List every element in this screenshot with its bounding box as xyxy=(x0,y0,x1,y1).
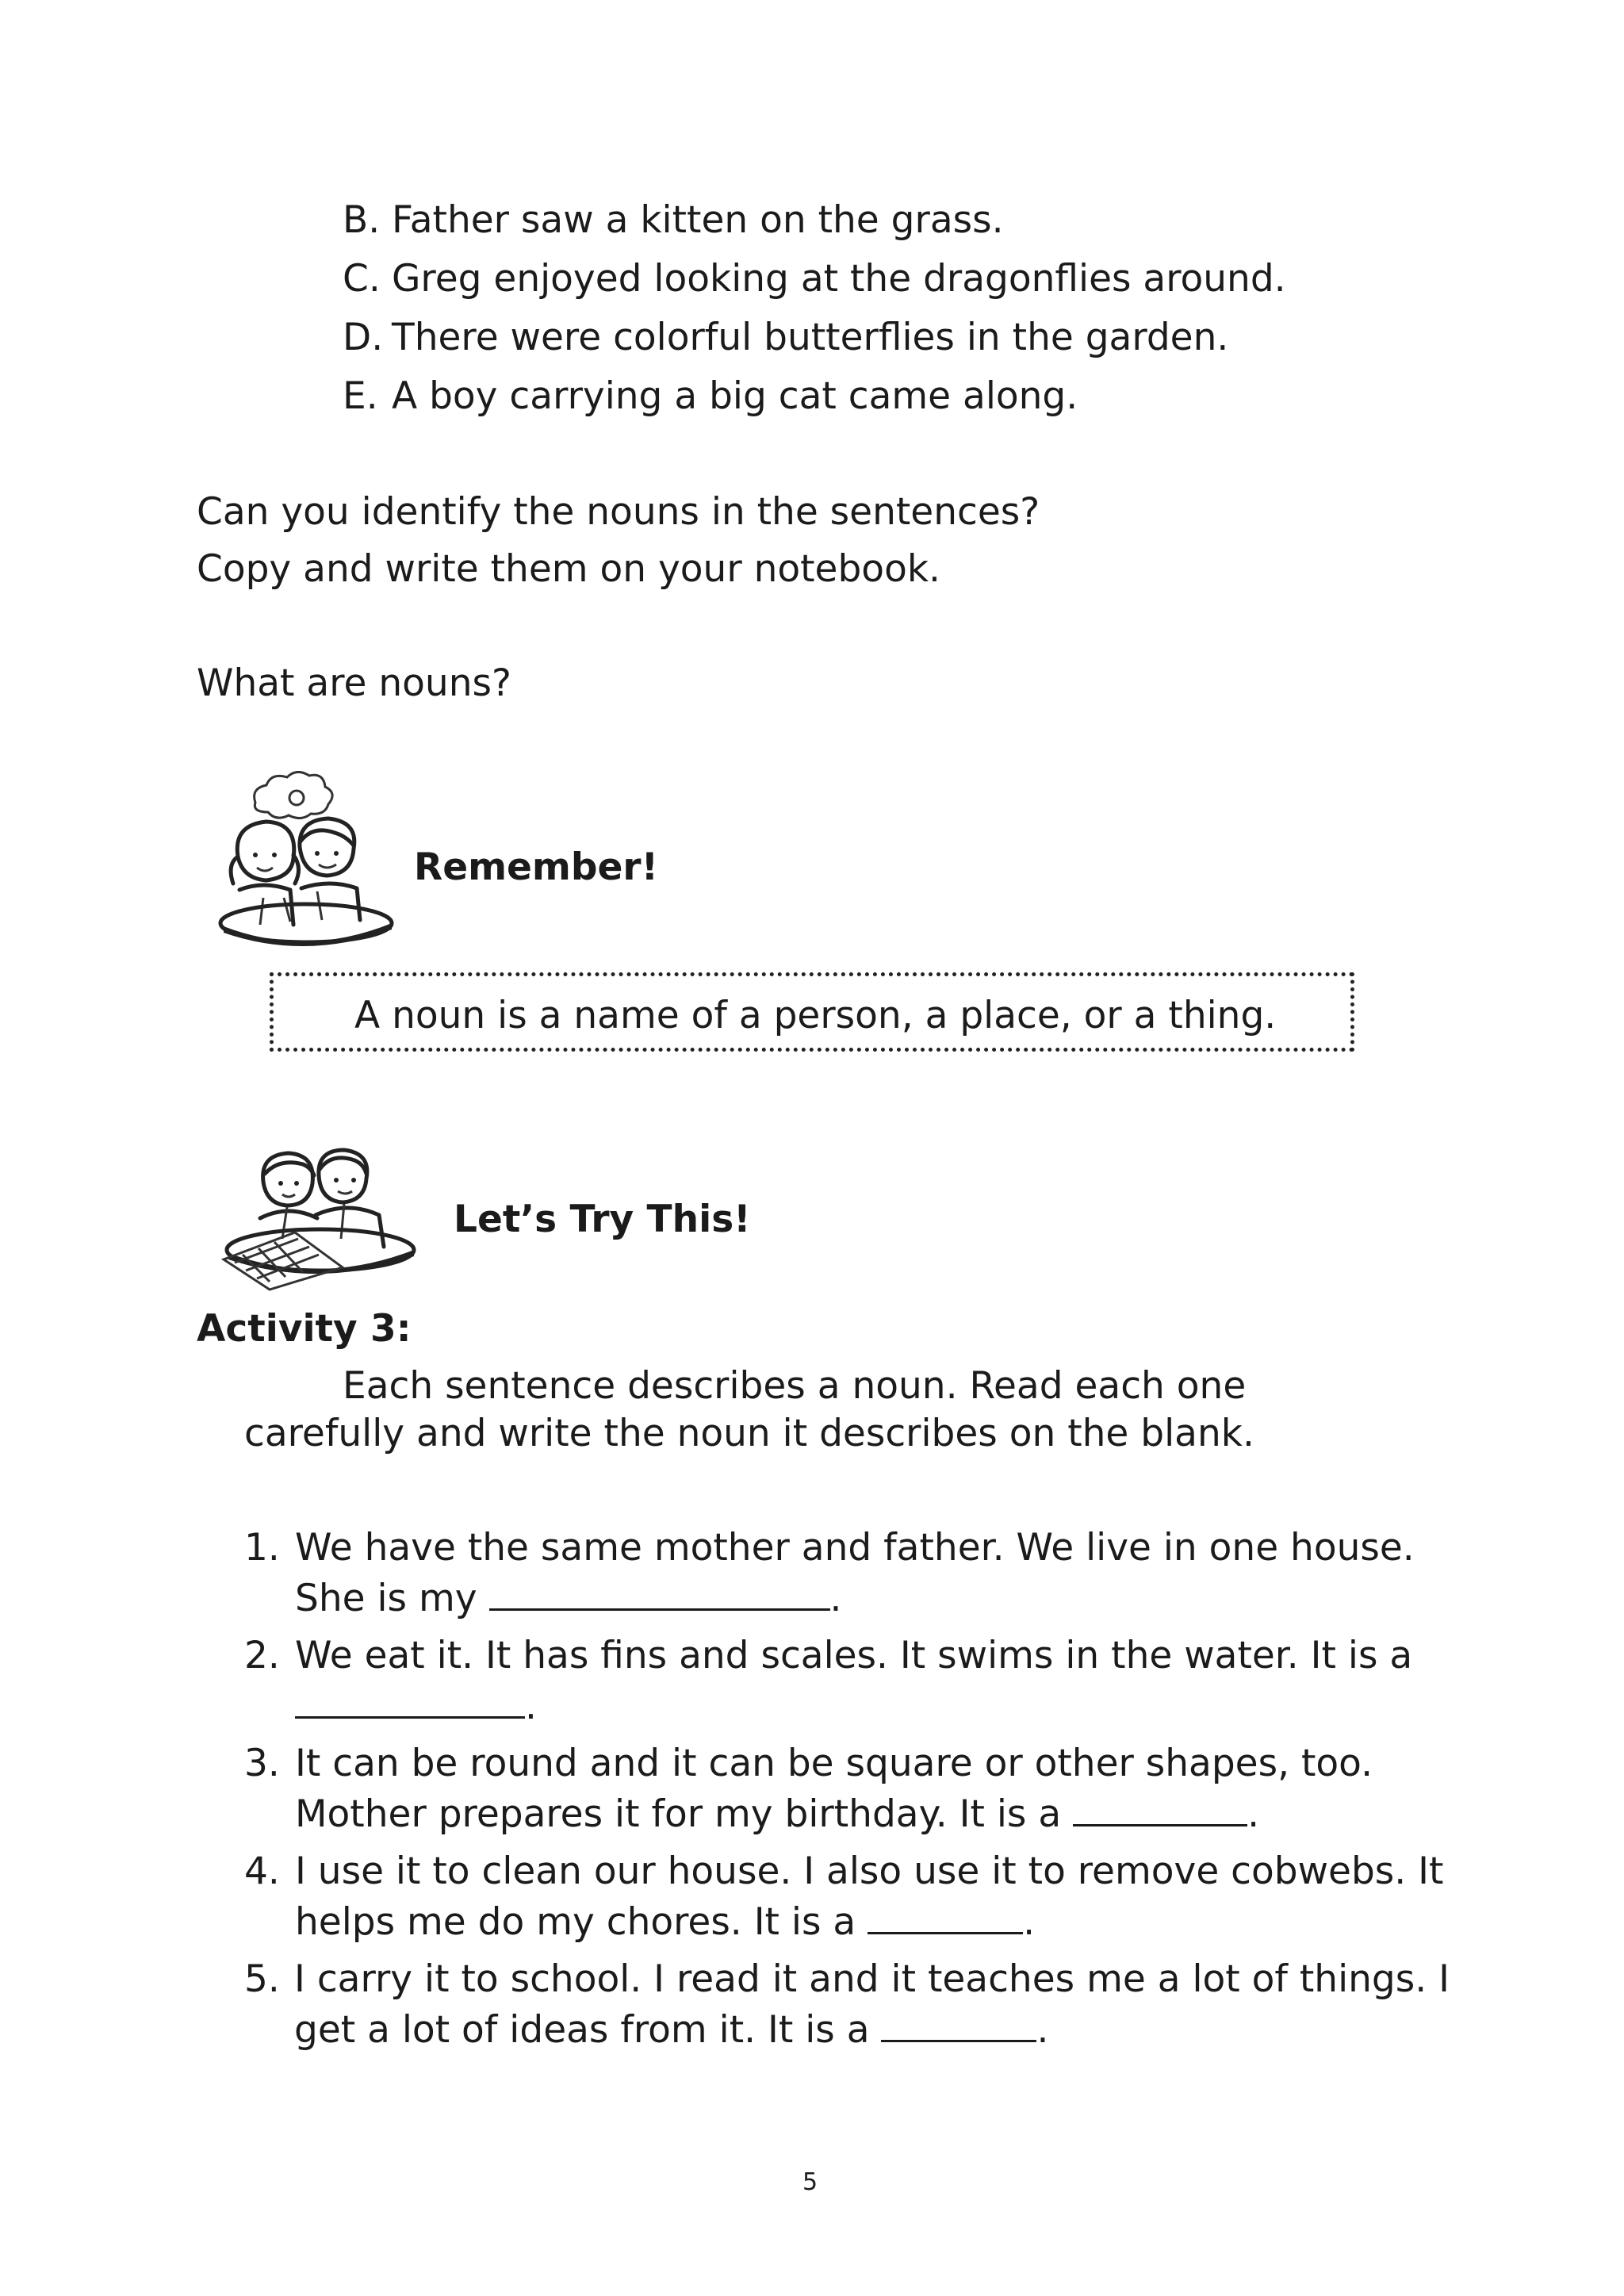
page-number: 5 xyxy=(802,2168,818,2196)
item-line-2 xyxy=(295,1895,1443,1946)
item-line-2-suffix: . xyxy=(1023,1900,1036,1944)
item-line-2 xyxy=(295,1788,1373,1838)
sentence-text: Greg enjoyed looking at the dragonflies around. xyxy=(392,257,1286,301)
try-this-heading: Let’s Try This! xyxy=(454,1198,751,1241)
activity-title: Activity 3: xyxy=(197,1307,412,1351)
item-line-2-suffix: . xyxy=(829,1577,842,1620)
item-line-2-suffix: . xyxy=(1036,2008,1049,2052)
answer-blank[interactable] xyxy=(881,2003,1036,2042)
item-number: 3. xyxy=(244,1742,280,1785)
list-item xyxy=(244,1740,1450,1838)
noun-definition: A noun is a name of a person, a place, or a thing. xyxy=(354,994,1277,1037)
item-line-1: It can be round and it can be square or other shapes, too. xyxy=(295,1742,1373,1785)
item-line-2 xyxy=(295,1572,1415,1623)
sentence-letter: C. xyxy=(343,257,381,301)
sentence-letter: E. xyxy=(343,374,378,418)
answer-blank[interactable] xyxy=(1073,1788,1247,1826)
sentence-text: Father saw a kitten on the grass. xyxy=(392,198,1004,242)
sentence-b xyxy=(343,197,1286,255)
children-writing-icon xyxy=(208,1131,417,1293)
item-line-2-prefix: helps me do my chores. It is a xyxy=(295,1900,868,1944)
sentence-letter: B. xyxy=(343,198,381,242)
answer-blank[interactable] xyxy=(489,1572,830,1611)
item-line-2-suffix: . xyxy=(1247,1792,1260,1836)
list-item xyxy=(244,1632,1450,1731)
item-line-1: We have the same mother and father. We live in one house. xyxy=(295,1526,1415,1570)
thinking-children-icon xyxy=(208,771,398,950)
example-sentences xyxy=(343,197,1286,431)
sentence-text: There were colorful butterflies in the garden. xyxy=(392,316,1229,359)
item-line-1: I use it to clean our house. I also use it to remove cobwebs. It xyxy=(295,1849,1444,1893)
answer-blank[interactable] xyxy=(295,1680,525,1719)
activity-items xyxy=(244,1524,1450,2064)
sentence-c xyxy=(343,255,1286,314)
item-line-2-prefix: get a lot of ideas from it. It is a xyxy=(294,2008,882,2052)
sentence-d xyxy=(343,314,1286,373)
sentence-e xyxy=(343,373,1286,431)
list-item xyxy=(244,1524,1450,1623)
answer-blank[interactable] xyxy=(868,1895,1023,1934)
item-line-2-prefix: Mother prepares it for my birthday. It is a xyxy=(295,1792,1074,1836)
item-number: 5. xyxy=(244,1957,280,2001)
remember-heading: Remember! xyxy=(414,845,659,889)
item-number: 4. xyxy=(244,1849,280,1893)
prompt-line-2: Copy and write them on your notebook. xyxy=(197,547,940,591)
question-what-are-nouns: What are nouns? xyxy=(197,661,511,705)
list-item xyxy=(244,1848,1450,1946)
prompt-line-1: Can you identify the nouns in the sentences? xyxy=(197,490,1040,534)
item-line-2 xyxy=(294,2003,1450,2054)
sentence-text: A boy carrying a big cat came along. xyxy=(392,374,1078,418)
list-item xyxy=(244,1956,1450,2054)
activity-instructions-line-2: carefully and write the noun it describes on the blank. xyxy=(244,1412,1254,1455)
sentence-letter: D. xyxy=(343,316,384,359)
item-line-1: We eat it. It has fins and scales. It swims in the water. It is a xyxy=(295,1634,1413,1677)
activity-instructions-line-1: Each sentence describes a noun. Read each one xyxy=(343,1364,1247,1408)
item-number: 2. xyxy=(244,1634,280,1677)
item-line-1: I carry it to school. I read it and it teaches me a lot of things. I xyxy=(294,1957,1450,2001)
item-number: 1. xyxy=(244,1526,280,1570)
item-line-2-prefix: She is my xyxy=(295,1577,489,1620)
definition-box xyxy=(270,972,1354,1052)
item-line-2 xyxy=(295,1680,1412,1731)
item-line-2-suffix: . xyxy=(525,1685,537,1728)
